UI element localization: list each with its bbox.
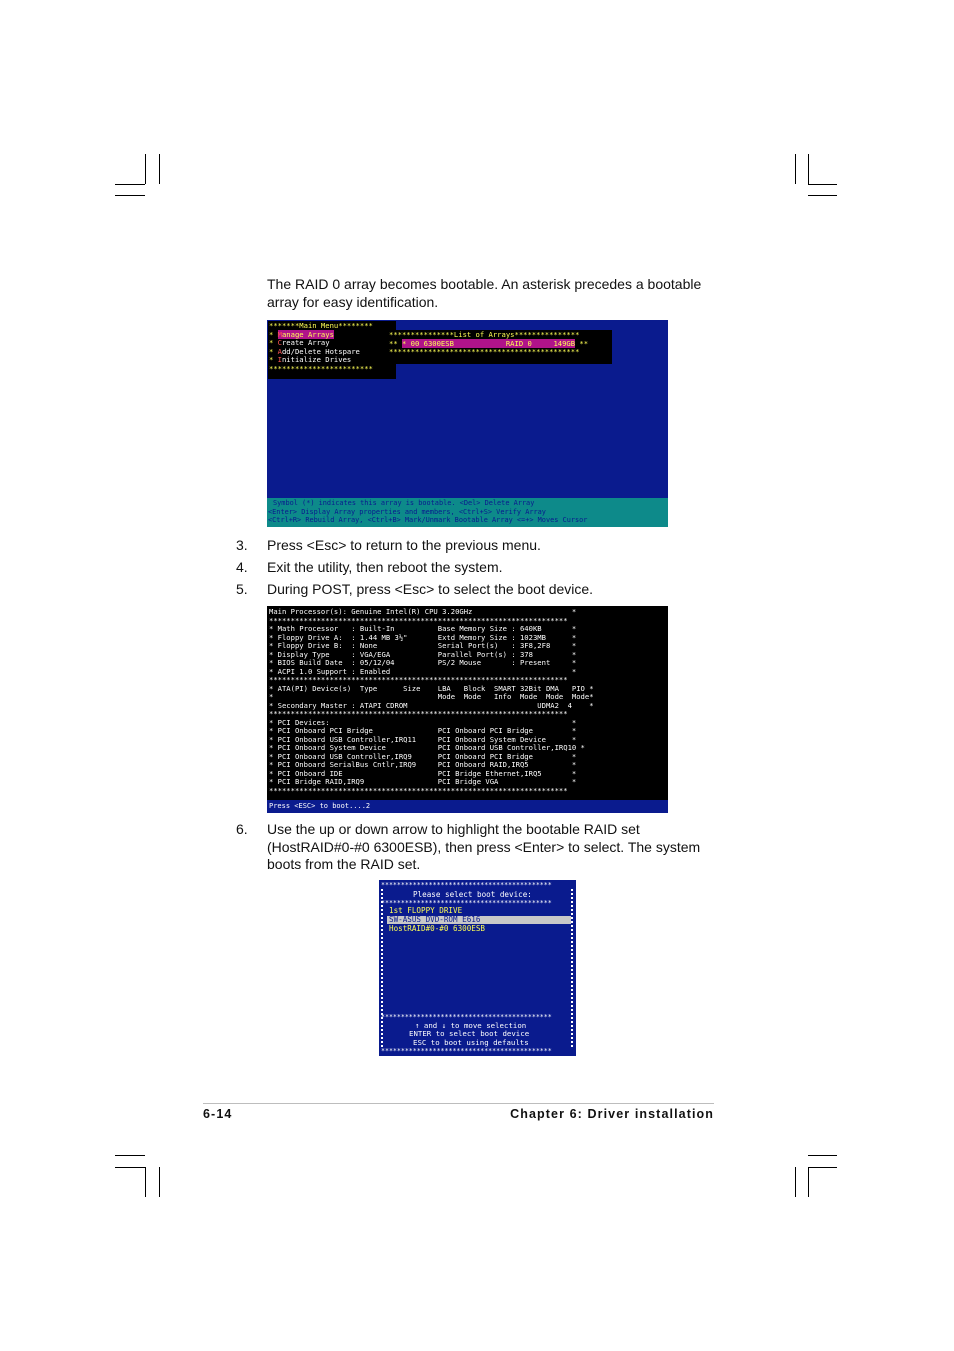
post-line: * ACPI 1.0 Support : Enabled * <box>269 666 577 676</box>
boot-option[interactable]: 1st FLOPPY DRIVE <box>389 906 463 915</box>
menu-hotkey: M <box>277 329 282 339</box>
step-text: Use the up or down arrow to highlight the bootable RAID set (HostRAID#0-#0 6300ESB), then press <Enter> to select. The system boots from the RAID set. <box>267 821 701 872</box>
main-menu-list <box>269 331 373 374</box>
post-line: * PCI Onboard System Device PCI Onboard USB Controller,IRQ10 * <box>269 743 585 752</box>
post-line: * PCI Onboard USB Controller,IRQ11 PCI Onboard System Device * <box>269 734 577 744</box>
post-screen-screenshot <box>267 606 668 813</box>
crop-mark <box>795 154 796 184</box>
crop-mark <box>808 1167 809 1197</box>
crop-mark <box>808 154 809 184</box>
crop-mark <box>115 195 145 196</box>
menu-hotkey: A <box>277 346 282 356</box>
post-line: Main Processor(s): Genuine Intel(R) CPU 3.20GHz * <box>269 607 577 616</box>
crop-mark <box>159 154 160 184</box>
menu-bottom-border: ************************ <box>269 363 373 373</box>
post-line: * ATA(PI) Device(s) Type Size LBA Block SMART 32Bit DMA PIO * <box>269 683 594 693</box>
list-of-arrays-title: ***************List of Arrays*************** <box>389 330 580 339</box>
menu-item-manage-arrays[interactable]: * Manage Arrays <box>269 329 334 339</box>
main-menu-title: *******Main Menu******** <box>269 321 373 330</box>
post-line: * PCI Onboard USB Controller,IRQ9 PCI Onboard PCI Bridge * <box>269 751 577 761</box>
menu-item-label: anage Arrays <box>281 329 334 339</box>
post-line: * Floppy Drive A: : 1.44 MB 3½" Extd Memory Size : 1023MB * <box>269 632 577 642</box>
step-number: 4. <box>236 559 248 575</box>
step-text: Press <Esc> to return to the previous menu. <box>267 537 541 553</box>
boot-help-line: ↑ and ↓ to move selection <box>415 1020 527 1030</box>
post-line: * Mode Mode Info Mode Mode Mode* <box>269 692 594 701</box>
step-number: 5. <box>236 581 248 597</box>
post-line: ********************************************************************* <box>269 709 568 718</box>
post-info-lines <box>269 608 594 795</box>
crop-mark <box>145 1167 146 1197</box>
menu-item-label: nitialize Drives <box>281 355 352 365</box>
boot-option[interactable]: HostRAID#0-#0 6300ESB <box>389 923 486 933</box>
boot-title-divider: ******************************************* <box>381 898 552 907</box>
crop-mark <box>145 154 146 184</box>
crop-mark <box>795 1167 796 1197</box>
menu-item-label: reate Array <box>281 338 330 348</box>
post-footer-text: Press <ESC> to boot....2 <box>269 802 371 810</box>
crop-mark <box>159 1167 160 1197</box>
menu-hotkey: C <box>277 338 282 348</box>
step-text: Exit the utility, then reboot the system. <box>267 559 503 575</box>
crop-mark <box>808 184 837 185</box>
crop-mark <box>808 1155 837 1156</box>
boot-option: SW-ASUS DVD-ROM E616 <box>389 914 481 924</box>
post-line: * PCI Devices: * <box>269 717 577 727</box>
post-line: * PCI Onboard PCI Bridge PCI Onboard PCI Bridge * <box>269 726 577 735</box>
post-line: * Math Processor : Built-In Base Memory Size : 640KB * <box>269 624 577 633</box>
step-number: 3. <box>236 537 248 553</box>
post-line: * PCI Onboard SerialBus Cntlr,IRQ9 PCI Onboard RAID,IRQ5 * <box>269 760 577 769</box>
status-line: <Enter> Display Array properties and members, <Ctrl+S> Verify Array <box>268 507 546 516</box>
step-number: 6. <box>236 821 248 837</box>
menu-item-initialize-drives[interactable]: * Initialize Drives <box>269 355 352 365</box>
post-line: * Floppy Drive B: : None Serial Port(s) : 3F8,2F8 * <box>269 641 577 650</box>
crop-mark <box>808 195 837 196</box>
boot-option-selected-row[interactable] <box>387 916 571 925</box>
status-bar <box>267 498 668 527</box>
boot-menu-top-border: ******************************************* <box>381 881 552 889</box>
chapter-title: Chapter 6: Driver installation <box>510 1107 714 1121</box>
post-footer-bar <box>267 800 668 813</box>
crop-mark <box>115 1167 145 1168</box>
intro-paragraph: The RAID 0 array becomes bootable. An asterisk precedes a bootable array for easy identification. <box>267 276 702 310</box>
boot-help-line: ESC to boot using defaults <box>413 1037 529 1047</box>
crop-mark <box>808 1167 837 1168</box>
post-line: * Display Type : VGA/EGA Parallel Port(s) : 378 * <box>269 649 577 659</box>
crop-mark <box>115 1155 145 1156</box>
raid-utility-screenshot <box>267 320 668 527</box>
menu-hotkey: I <box>277 355 282 365</box>
array-list-row[interactable]: ** * 00 6300ESB RAID 0 149GB ** <box>389 338 589 348</box>
footer-rule <box>203 1103 714 1104</box>
post-line: * BIOS Build Date : 05/12/04 PS/2 Mouse : Present * <box>269 658 577 667</box>
post-line: * PCI Bridge RAID,IRQ9 PCI Bridge VGA * <box>269 777 577 786</box>
page-number: 6-14 <box>203 1107 233 1121</box>
menu-item-create-array[interactable]: * Create Array <box>269 338 330 348</box>
boot-help-line: ENTER to select boot device <box>409 1029 530 1039</box>
menu-item-add-delete-hotspare[interactable]: * Add/Delete Hotspare <box>269 346 360 356</box>
status-line: Symbol (*) indicates this array is bootable. <Del> Delete Array <box>273 499 535 507</box>
boot-help-divider: ******************************************* <box>381 1013 552 1021</box>
post-line: ********************************************************************* <box>269 785 568 795</box>
post-line: * PCI Onboard IDE PCI Bridge Ethernet,IRQ5 * <box>269 768 577 778</box>
post-line: * Secondary Master : ATAPI CDROM UDMA2 4 * <box>269 700 594 710</box>
array-row-selected: * 00 6300ESB RAID 0 149GB <box>401 338 576 348</box>
boot-menu-screenshot <box>379 880 576 1056</box>
step-text: During POST, press <Esc> to select the boot device. <box>267 581 594 597</box>
crop-mark <box>115 184 145 185</box>
boot-left-border <box>381 889 387 1047</box>
boot-right-border <box>567 889 573 1047</box>
menu-item-label: dd/Delete Hotspare <box>281 346 360 356</box>
boot-menu-bottom-border: ******************************************* <box>381 1047 552 1055</box>
boot-menu-title: Please select boot device: <box>413 889 532 899</box>
status-line: <Ctrl+R> Rebuild Array, <Ctrl+B> Mark/Unmark Bootable Array <=+> Moves Cursor <box>268 516 588 525</box>
list-bottom-border: ******************************************** <box>389 347 580 357</box>
post-line: ********************************************************************* <box>269 615 568 625</box>
post-line: ********************************************************************* <box>269 675 568 684</box>
